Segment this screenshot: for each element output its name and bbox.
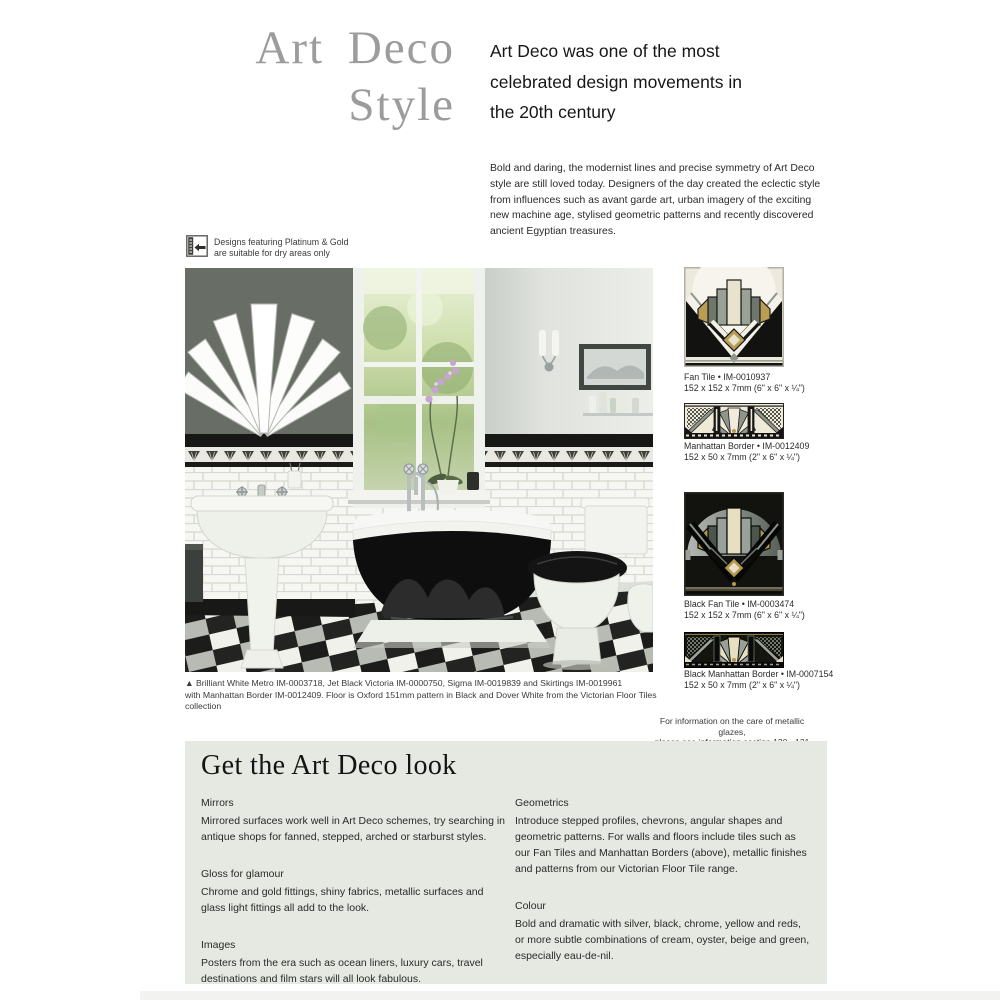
product-size: 152 x 50 x 7mm (2" x 6" x ¼"): [684, 680, 800, 690]
section-text: Mirrored surfaces work well in Art Deco schemes, try searching in antique shops for fanned, stepped, arched or starburst styles.: [201, 815, 506, 843]
product-size: 152 x 152 x 7mm (6" x 6" x ¼"): [684, 383, 805, 393]
look-section-images: [201, 937, 507, 987]
section-title: Geometrics: [515, 797, 569, 809]
look-section-mirrors: [201, 795, 507, 845]
black-fan-tile-caption: [684, 599, 844, 621]
look-section-colour: [515, 898, 813, 964]
section-text: Bold and dramatic with silver, black, chrome, yellow and reds, or more subtle combinations of cream, oyster, beige and green, especially eau-de-nil.: [515, 918, 810, 962]
get-the-look-heading: Get the Art Deco look: [201, 750, 457, 781]
product-name: Manhattan Border • IM-0012409: [684, 441, 810, 451]
page-title: [150, 20, 455, 134]
metallic-note-line1: For information on the care of metallic glazes,: [659, 716, 805, 737]
body-paragraph: Bold and daring, the modernist lines and precise symmetry of Art Deco style are still loved today. Designers of the day created the eclectic style from influences such as avant garde art, urban imagery of the exciting new machine age, stylised geometric patterns and recently discovered ancient Egyptian treasures.: [490, 163, 821, 238]
section-title: Colour: [515, 900, 546, 912]
photo-caption: [185, 678, 685, 713]
intro-text: Art Deco was one of the most celebrated design movements in the 20th century: [490, 41, 742, 122]
black-manhattan-border-image: [684, 632, 784, 668]
photo-caption-line1: ▲ Brilliant White Metro IM-0003718, Jet Black Victoria IM-0000750, Sigma IM-0019839 and Skirtings IM-0019961: [185, 678, 623, 688]
product-name: Black Manhattan Border • IM-0007154: [684, 669, 834, 679]
look-column-left: [201, 795, 507, 1000]
page-title-line1: Art Deco: [255, 22, 455, 74]
look-section-geometrics: [515, 795, 813, 877]
manhattan-border-caption: [684, 441, 844, 463]
look-section-gloss: [201, 866, 507, 916]
section-text: Chrome and gold fittings, shiny fabrics, metallic surfaces and glass light fittings all add to the look.: [201, 886, 484, 914]
section-title: Mirrors: [201, 797, 234, 809]
wall-note-line1: Designs featuring Platinum & Gold: [214, 237, 349, 247]
product-name: Fan Tile • IM-0010937: [684, 372, 771, 382]
fan-tile-image: [684, 267, 784, 367]
section-text: Posters from the era such as ocean liners, luxury cars, travel destinations and film stars will all look fabulous.: [201, 957, 483, 985]
black-fan-tile-image: [684, 492, 784, 596]
wall-note-line2: are suitable for dry areas only: [214, 248, 330, 258]
wall-suitability-note: [214, 237, 414, 259]
product-name: Black Fan Tile • IM-0003474: [684, 599, 795, 609]
section-title: Images: [201, 939, 236, 951]
photo-caption-line2: with Manhattan Border IM-0012409. Floor is Oxford 151mm pattern in Black and Dover White from the Victorian Floor Tiles collection: [185, 689, 657, 711]
get-the-look-panel: [185, 741, 827, 984]
page-title-line2: Style: [348, 79, 455, 131]
fan-tile-caption: [684, 372, 844, 394]
look-column-right: [515, 795, 813, 985]
page-edge-strip: [140, 991, 1000, 1000]
manhattan-border-image: [684, 403, 784, 439]
section-text: Introduce stepped profiles, chevrons, angular shapes and geometric patterns. For walls and floors include tiles such as our Fan Tiles and Manhattan Borders (above), metallic finishes and patterns from our Victorian Floor Tile range.: [515, 815, 807, 875]
section-title: Gloss for glamour: [201, 868, 284, 880]
wall-tile-suitability-icon: [186, 235, 208, 257]
black-manhattan-border-caption: [684, 669, 844, 691]
bathroom-photo: [185, 268, 653, 672]
product-size: 152 x 152 x 7mm (6" x 6" x ¼"): [684, 610, 805, 620]
product-size: 152 x 50 x 7mm (2" x 6" x ¼"): [684, 452, 800, 462]
